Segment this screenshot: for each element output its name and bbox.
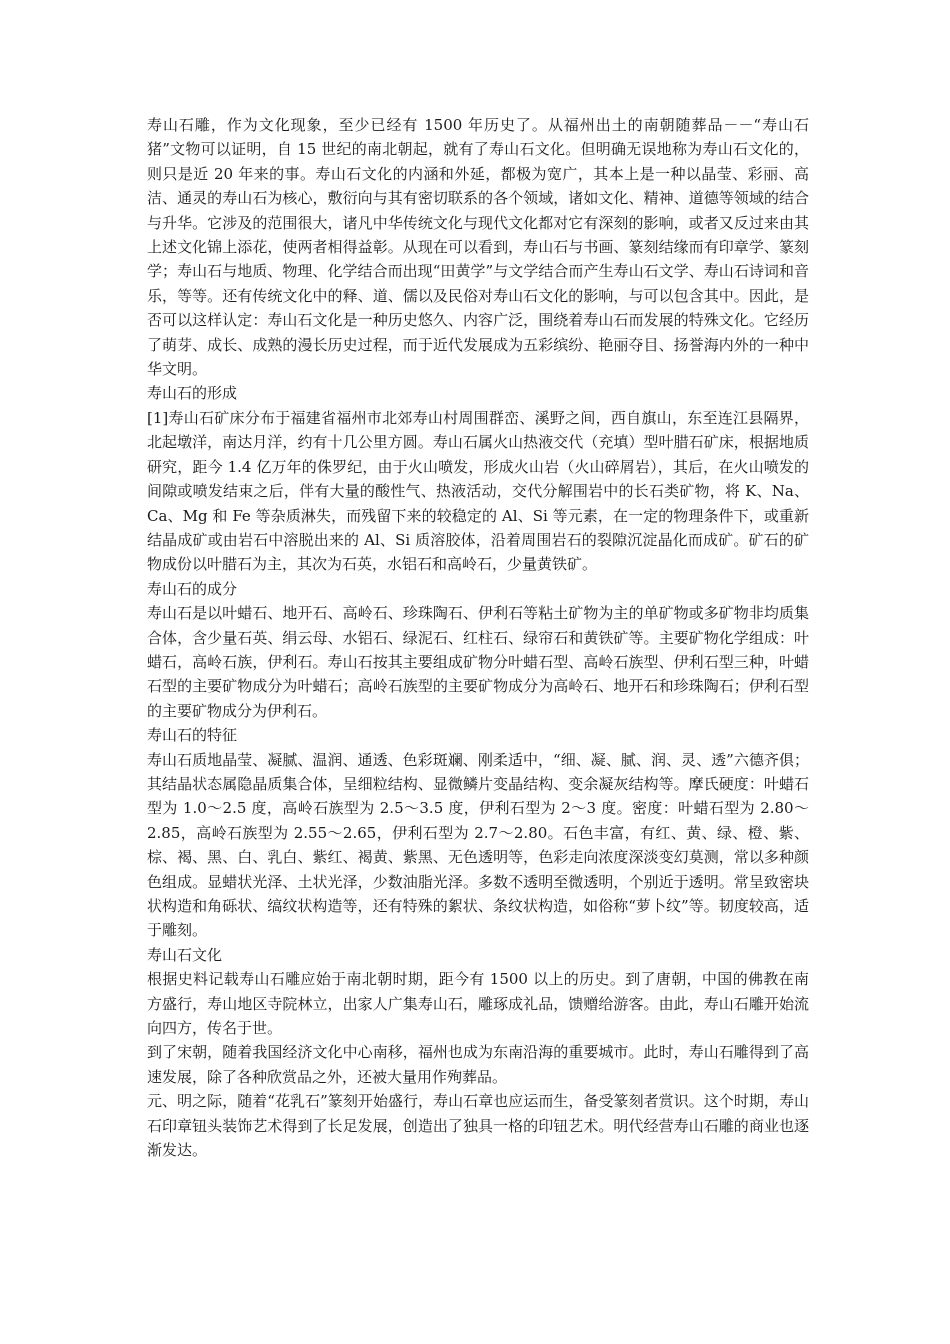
section-heading-formation: 寿山石的形成 xyxy=(147,384,238,403)
document-body xyxy=(147,113,809,1162)
intro-paragraph: 寿山石雕，作为文化现象，至少已经有 1500 年历史了。从福州出土的南朝随葬品－－“寿山石猪”文物可以证明，自 15 世纪的南北朝起，就有了寿山石文化。但明确无误地称为寿山石文化的，则只是近 20 年来的事。寿山石文化的内涵和外延，都极为宽广，其本上是一种以晶莹、彩丽、高洁、通灵的寿山石为核心，敷衍向与其有密切联系的各个领域，诸如文化、精神、道德等领域的结合与升华。它涉及的范围很大，诸凡中华传统文化与现代文化都对它有深刻的影响，或者又反过来由其上述文化锦上添花，使两者相得益彰。从现在可以看到，寿山石与书画、篆刻结缘而有印章学、篆刻学；寿山石与地质、物理、化学结合而出现“田黄学”与文学结合而产生寿山石文学、寿山石诗词和音乐，等等。还有传统文化中的释、道、儒以及民俗对寿山石文化的影响，与可以包含其中。因此，是否可以这样认定：寿山石文化是一种历史悠久、内容广泛，围绕着寿山石而发展的特殊文化。它经历了萌芽、成长、成熟的漫长历史过程，而于近代发展成为五彩缤纷、艳丽夺目、扬誉海内外的一种中华文明。 xyxy=(147,116,809,379)
culture-paragraph-1: 根据史料记载寿山石雕应始于南北朝时期，距今有 1500 以上的历史。到了唐朝，中国的佛教在南方盛行，寿山地区寺院林立，出家人广集寿山石，雕琢成礼品，馈赠给游客。由此，寿山石雕开始流向四方，传名于世。 xyxy=(147,970,809,1038)
characteristics-paragraph: 寿山石质地晶莹、凝腻、温润、通透、色彩斑斓、刚柔适中，“细、凝、腻、润、灵、透”六德齐俱；其结晶状态属隐晶质集合体，呈细粒结构、显微鳞片变晶结构、变余凝灰结构等。摩氏硬度：叶蜡石型为 1.0～2.5 度，高岭石族型为 2.5～3.5 度，伊利石型为 2～3 度。密度：叶蜡石型为 2.80～2.85，高岭石族型为 2.55～2.65，伊利石型为 2.7～2.80。石色丰富，有红、黄、绿、橙、紫、棕、褐、黑、白、乳白、紫红、褐黄、紫黑、无色透明等，色彩走向浓度深淡变幻莫测，常以多种颜色组成。显蜡状光泽、土状光泽，少数油脂光泽。多数不透明至微透明，个别近于透明。常呈致密块状构造和角砾状、缟纹状构造等，还有特殊的絮状、条纹状构造，如俗称“萝卜纹”等。韧度较高，适于雕刻。 xyxy=(147,750,809,940)
culture-paragraph-3: 元、明之际，随着“花乳石”篆刻开始盛行，寿山石章也应运而生，备受篆刻者赏识。这个时期，寿山石印章钮头装饰艺术得到了长足发展，创造出了独具一格的印钮艺术。明代经营寿山石雕的商业也逐渐发达。 xyxy=(147,1092,809,1160)
section-heading-composition: 寿山石的成分 xyxy=(147,579,238,598)
section-heading-characteristics: 寿山石的特征 xyxy=(147,726,238,745)
culture-paragraph-2: 到了宋朝，随着我国经济文化中心南移，福州也成为东南沿海的重要城市。此时，寿山石雕得到了高速发展，除了各种欣赏品之外，还被大量用作殉葬品。 xyxy=(147,1043,809,1086)
formation-paragraph: [1]寿山石矿床分布于福建省福州市北郊寿山村周围群峦、溪野之间，西自旗山，东至连江县隔界，北起墩洋，南达月洋，约有十几公里方圆。寿山石属火山热液交代（充填）型叶腊石矿床，根据地质研究，距今 1.4 亿万年的侏罗纪，由于火山喷发，形成火山岩（火山碎屑岩），其后，在火山喷发的间隙或喷发结束之后，伴有大量的酸性气、热液活动，交代分解围岩中的长石类矿物，将 K、Na、Ca、Mg 和 Fe 等杂质淋失，而残留下来的较稳定的 Al、Si 等元素，在一定的物理条件下，或重新结晶成矿或由岩石中溶脱出来的 Al、Si 质溶胶体，沿着周围岩石的裂隙沉淀晶化而成矿。矿石的矿物成份以叶腊石为主，其次为石英，水铝石和高岭石，少量黄铁矿。 xyxy=(147,408,809,574)
composition-paragraph: 寿山石是以叶蜡石、地开石、高岭石、珍珠陶石、伊利石等粘土矿物为主的单矿物或多矿物非均质集合体，含少量石英、绢云母、水铝石、绿泥石、红柱石、绿帘石和黄铁矿等。主要矿物化学组成：叶蜡石，高岭石族，伊利石。寿山石按其主要组成矿物分叶蜡石型、高岭石族型、伊利石型三种，叶蜡石型的主要矿物成分为叶蜡石；高岭石族型的主要矿物成分为高岭石、地开石和珍珠陶石；伊利石型的主要矿物成分为伊利石。 xyxy=(147,604,809,720)
section-heading-culture: 寿山石文化 xyxy=(147,945,223,964)
